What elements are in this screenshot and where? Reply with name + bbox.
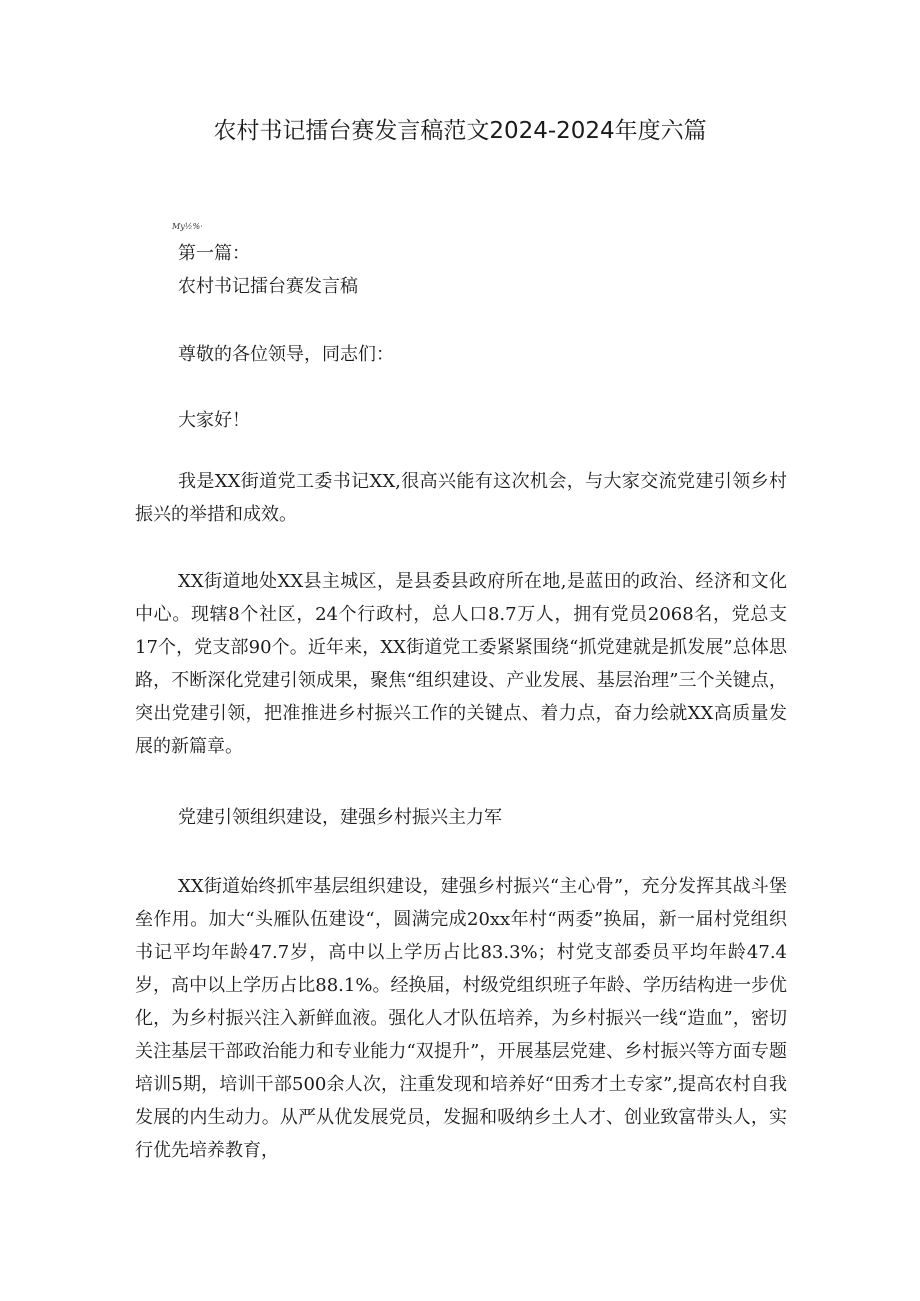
paragraph-overview: XX街道地处XX县主城区，是县委县政府所在地,是蓝田的政治、经济和文化中心。现辖8个社区，24个行政村，总人口8.7万人，拥有党员2068名，党总支17个，党支部90个。近年来，XX街道党工委紧紧围绕“抓党建就是抓发展”总体思路，不断深化党建引领成果，聚焦“组织建设、产业发展、基层治理”三个关键点，突出党建引领，把准推进乡村振兴工作的关键点、着力点，奋力绘就XX高质量发展的新篇章。 xyxy=(135,571,787,757)
section-label: 第一篇： xyxy=(178,243,250,264)
subheading-organization: 党建引领组织建设，建强乡村振兴主力军 xyxy=(178,807,502,828)
paragraph-intro: 我是XX街道党工委书记XX,很高兴能有这次机会，与大家交流党建引领乡村振兴的举措和成效。 xyxy=(135,471,787,525)
section-title: 农村书记擂台赛发言稿 xyxy=(178,276,358,297)
document-title: 农村书记擂台赛发言稿范文2024-2024年度六篇 xyxy=(213,118,707,144)
paragraph-organization: XX街道始终抓牢基层组织建设，建强乡村振兴“主心骨”，充分发挥其战斗堡垒作用。加大“头雁队伍建设“，圆满完成20xx年村“两委”换届，新一届村党组织书记平均年龄47.7岁，高中以上学历占比83.3%；村党支部委员平均年龄47.4岁，高中以上学历占比88.1%。经换届，村级党组织班子年龄、学历结构进一步优化，为乡村振兴注入新鲜血液。强化人才队伍培养，为乡村振兴一线“造血”，密切关注基层干部政治能力和专业能力“双提升”，开展基层党建、乡村振兴等方面专题培训5期，培训干部500余人次，注重发现和培养好“田秀才土专家”,提高农村自我发展的内生动力。从严从优发展党员，发掘和吸纳乡土人才、创业致富带头人，实行优先培养教育， xyxy=(135,876,787,1161)
salutation: 尊敬的各位领导，同志们： xyxy=(178,344,394,365)
greeting: 大家好！ xyxy=(178,410,250,431)
watermark-text: My½%· xyxy=(172,222,203,231)
